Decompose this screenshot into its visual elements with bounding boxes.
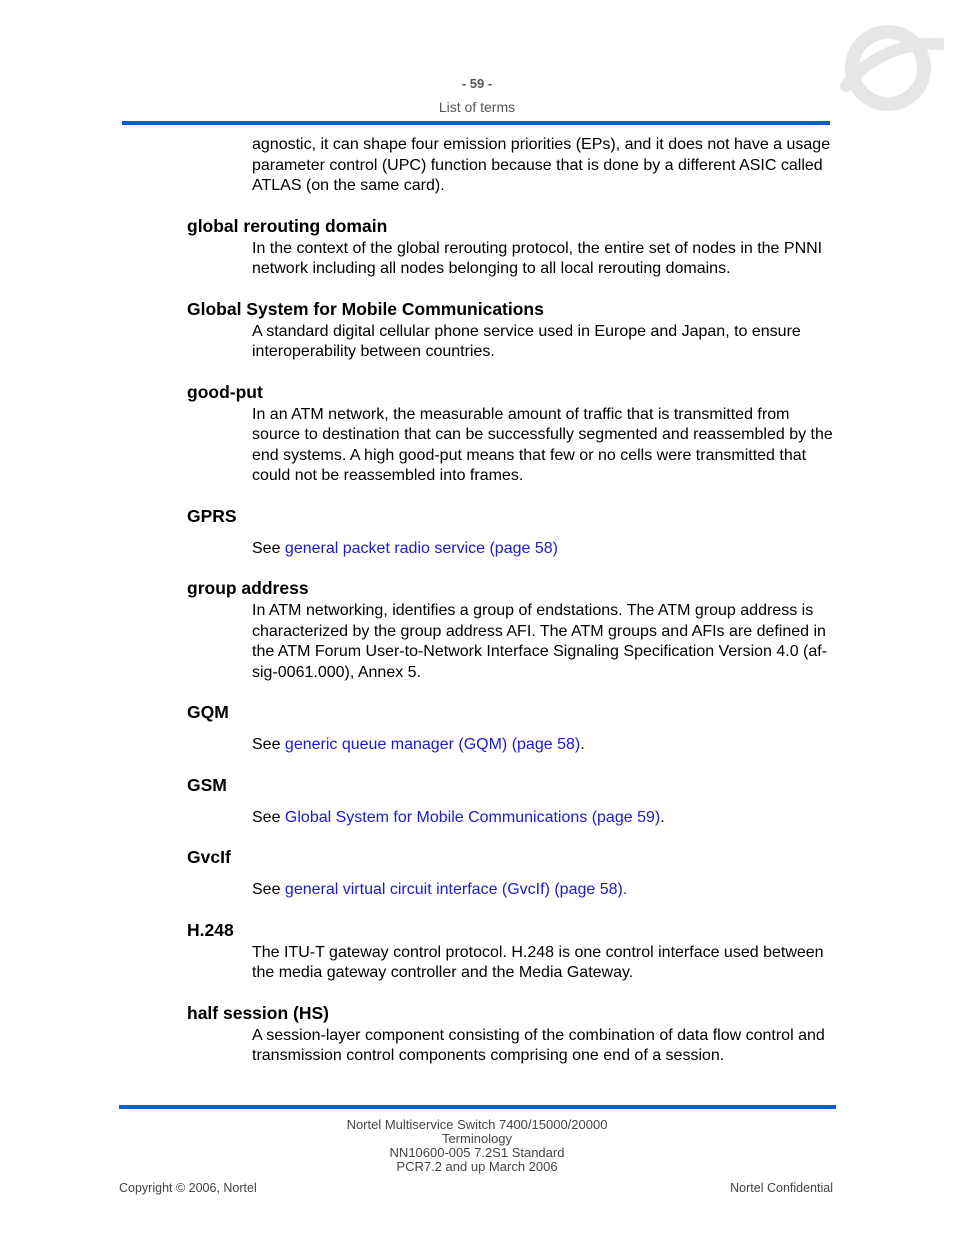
continued-definition: agnostic, it can shape four emission priorities (EPs), and it does not have a usage parameter control (UPC) function because that is done by a different ASIC called ATLAS (on the same card). bbox=[252, 136, 831, 194]
term-heading: Global System for Mobile Communications bbox=[187, 298, 544, 319]
glossary-entry bbox=[187, 775, 837, 829]
see-reference bbox=[252, 735, 837, 756]
glossary-entry bbox=[187, 847, 837, 901]
glossary-entry bbox=[187, 1003, 837, 1067]
term-heading: global rerouting domain bbox=[187, 215, 388, 236]
cross-reference-link[interactable]: general virtual circuit interface (GvcIf) (page 58). bbox=[284, 881, 628, 898]
term-heading: GSM bbox=[187, 774, 227, 795]
see-suffix: . bbox=[660, 808, 665, 826]
see-reference bbox=[252, 808, 837, 829]
glossary-entry bbox=[187, 702, 837, 756]
cross-reference-link[interactable]: Global System for Mobile Communications (page 59) bbox=[284, 808, 661, 826]
copyright: Copyright © 2006, Nortel bbox=[119, 1181, 257, 1195]
header-rule bbox=[122, 121, 830, 125]
footer-doc-number: NN10600-005 7.2S1 Standard bbox=[389, 1145, 565, 1160]
term-heading: good-put bbox=[187, 381, 263, 402]
footer-info bbox=[0, 1118, 954, 1174]
glossary-entry bbox=[187, 382, 837, 487]
term-heading: H.248 bbox=[187, 919, 234, 940]
glossary-body bbox=[187, 135, 837, 1067]
term-heading: GvcIf bbox=[187, 847, 231, 867]
page-number: - 59 - bbox=[461, 76, 493, 91]
confidential-label: Nortel Confidential bbox=[730, 1181, 833, 1195]
term-heading: group address bbox=[187, 578, 309, 598]
see-reference bbox=[252, 880, 837, 901]
term-definition: The ITU-T gateway control protocol. H.248 is one control interface used between the media gateway controller and the Media Gateway. bbox=[252, 943, 824, 981]
cross-reference-link[interactable]: generic queue manager (GQM) (page 58) bbox=[284, 736, 581, 753]
see-suffix: . bbox=[580, 736, 585, 753]
term-definition: A standard digital cellular phone service used in Europe and Japan, to ensure interoperability between countries. bbox=[252, 322, 801, 360]
term-heading: half session (HS) bbox=[187, 1002, 329, 1023]
cross-reference-link[interactable]: general packet radio service (page 58) bbox=[284, 539, 558, 557]
glossary-entry bbox=[187, 216, 837, 280]
glossary-entry bbox=[187, 578, 837, 683]
see-reference bbox=[252, 539, 837, 560]
section-title: List of terms bbox=[438, 99, 516, 115]
glossary-entry bbox=[187, 920, 837, 984]
term-heading: GPRS bbox=[187, 505, 237, 526]
see-prefix: See bbox=[252, 808, 285, 826]
term-definition: In the context of the global rerouting protocol, the entire set of nodes in the PNNI network including all nodes belonging to all local rerouting domains. bbox=[252, 239, 823, 277]
footer-rule bbox=[119, 1105, 836, 1109]
footer-doc-title: Terminology bbox=[441, 1131, 513, 1146]
see-prefix: See bbox=[252, 881, 285, 898]
footer-release: PCR7.2 and up March 2006 bbox=[396, 1159, 558, 1174]
see-prefix: See bbox=[252, 539, 285, 557]
footer-product: Nortel Multiservice Switch 7400/15000/20000 bbox=[346, 1117, 608, 1132]
see-prefix: See bbox=[252, 736, 285, 753]
term-heading: GQM bbox=[187, 702, 229, 722]
term-definition: A session-layer component consisting of the combination of data flow control and transmission control components comprising one end of a session. bbox=[252, 1026, 825, 1064]
glossary-entry bbox=[187, 299, 837, 363]
glossary-entry bbox=[187, 506, 837, 560]
term-definition: In ATM networking, identifies a group of endstations. The ATM group address is characterized by the group address AFI. The ATM groups and AFIs are defined in the ATM Forum User-to-Network Interface Signaling Specification Version 4.0 (af-sig-0061.000), Annex 5. bbox=[252, 602, 828, 681]
term-definition: In an ATM network, the measurable amount of traffic that is transmitted from source to destination that can be successfully segmented and reassembled by the end systems. A high good-put means that few or no cells were transmitted that could not be reassembled into frames. bbox=[252, 405, 833, 484]
